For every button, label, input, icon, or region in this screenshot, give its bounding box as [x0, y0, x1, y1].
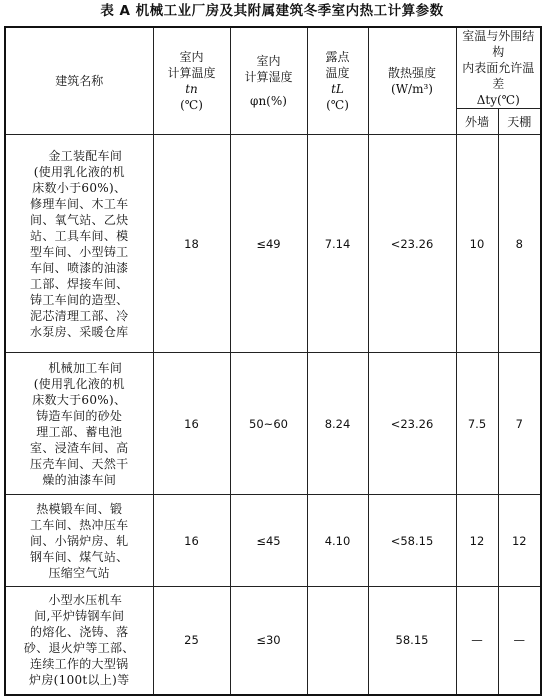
- header-building-name: 建筑名称: [5, 27, 153, 135]
- header-indoor-humidity: 室内 计算湿度 φn(%): [230, 27, 307, 135]
- header-indoor-temp: 室内 计算温度 tn (℃): [153, 27, 230, 135]
- roof-diff-cell: 8: [498, 135, 541, 353]
- wall-diff-cell: 7.5: [456, 353, 498, 495]
- humidity-cell: ≤45: [230, 495, 307, 587]
- building-name-cell: 金工装配车间 (使用乳化液的机 床数小于60%)、 修理车间、木工车 间、氧气站、乙炔 站、工具车间、模 型车间、小型铸工 车间、喷漆的油漆 工部、焊接车间、 铸工车间的造型、 泥芯清理工部、冷 水泵房、采暖仓库: [5, 135, 153, 353]
- dew-cell: 7.14: [307, 135, 368, 353]
- header-allowed-temp-diff: 室温与外围结构 内表面允许温差 Δty(℃): [456, 27, 541, 109]
- building-name-cell: 小型水压机车 间,平炉铸钢车间 的熔化、浇铸、落 砂、退火炉等工部、 连续工作的大型锅 炉房(100t以上)等: [5, 587, 153, 695]
- temp-cell: 16: [153, 495, 230, 587]
- temp-cell: 18: [153, 135, 230, 353]
- heat-cell: <23.26: [368, 353, 456, 495]
- temp-cell: 16: [153, 353, 230, 495]
- table-title: 表 A 机械工业厂房及其附属建筑冬季室内热工计算参数: [100, 3, 444, 19]
- header-roof: 天棚: [498, 109, 541, 135]
- header-outer-wall: 外墙: [456, 109, 498, 135]
- heat-cell: <23.26: [368, 135, 456, 353]
- wall-diff-cell: 12: [456, 495, 498, 587]
- roof-diff-cell: 12: [498, 495, 541, 587]
- temp-cell: 25: [153, 587, 230, 695]
- humidity-cell: ≤30: [230, 587, 307, 695]
- wall-diff-cell: —: [456, 587, 498, 695]
- humidity-cell: 50~60: [230, 353, 307, 495]
- building-name-cell: 机械加工车间 (使用乳化液的机 床数大于60%)、 铸造车间的砂处 理工部、蓄电池 室、浸渣车间、高 压壳车间、天然干 燥的油漆车间: [5, 353, 153, 495]
- header-dew-point: 露点 温度 tL (℃): [307, 27, 368, 135]
- roof-diff-cell: 7: [498, 353, 541, 495]
- wall-diff-cell: 10: [456, 135, 498, 353]
- building-name-cell: 热模锻车间、锻 工车间、热冲压车 间、小锅炉房、轧 钢车间、煤气站、 压缩空气站: [5, 495, 153, 587]
- header-heat-intensity: 散热强度 (W/m³): [368, 27, 456, 135]
- heat-cell: <58.15: [368, 495, 456, 587]
- roof-diff-cell: —: [498, 587, 541, 695]
- humidity-cell: ≤49: [230, 135, 307, 353]
- table-row: [5, 135, 541, 353]
- dew-cell: 8.24: [307, 353, 368, 495]
- heat-cell: 58.15: [368, 587, 456, 695]
- table-row: [5, 353, 541, 495]
- table-row: [5, 495, 541, 587]
- dew-cell: 4.10: [307, 495, 368, 587]
- parameter-table: [4, 26, 542, 696]
- dew-cell: [307, 587, 368, 695]
- table-row: [5, 587, 541, 695]
